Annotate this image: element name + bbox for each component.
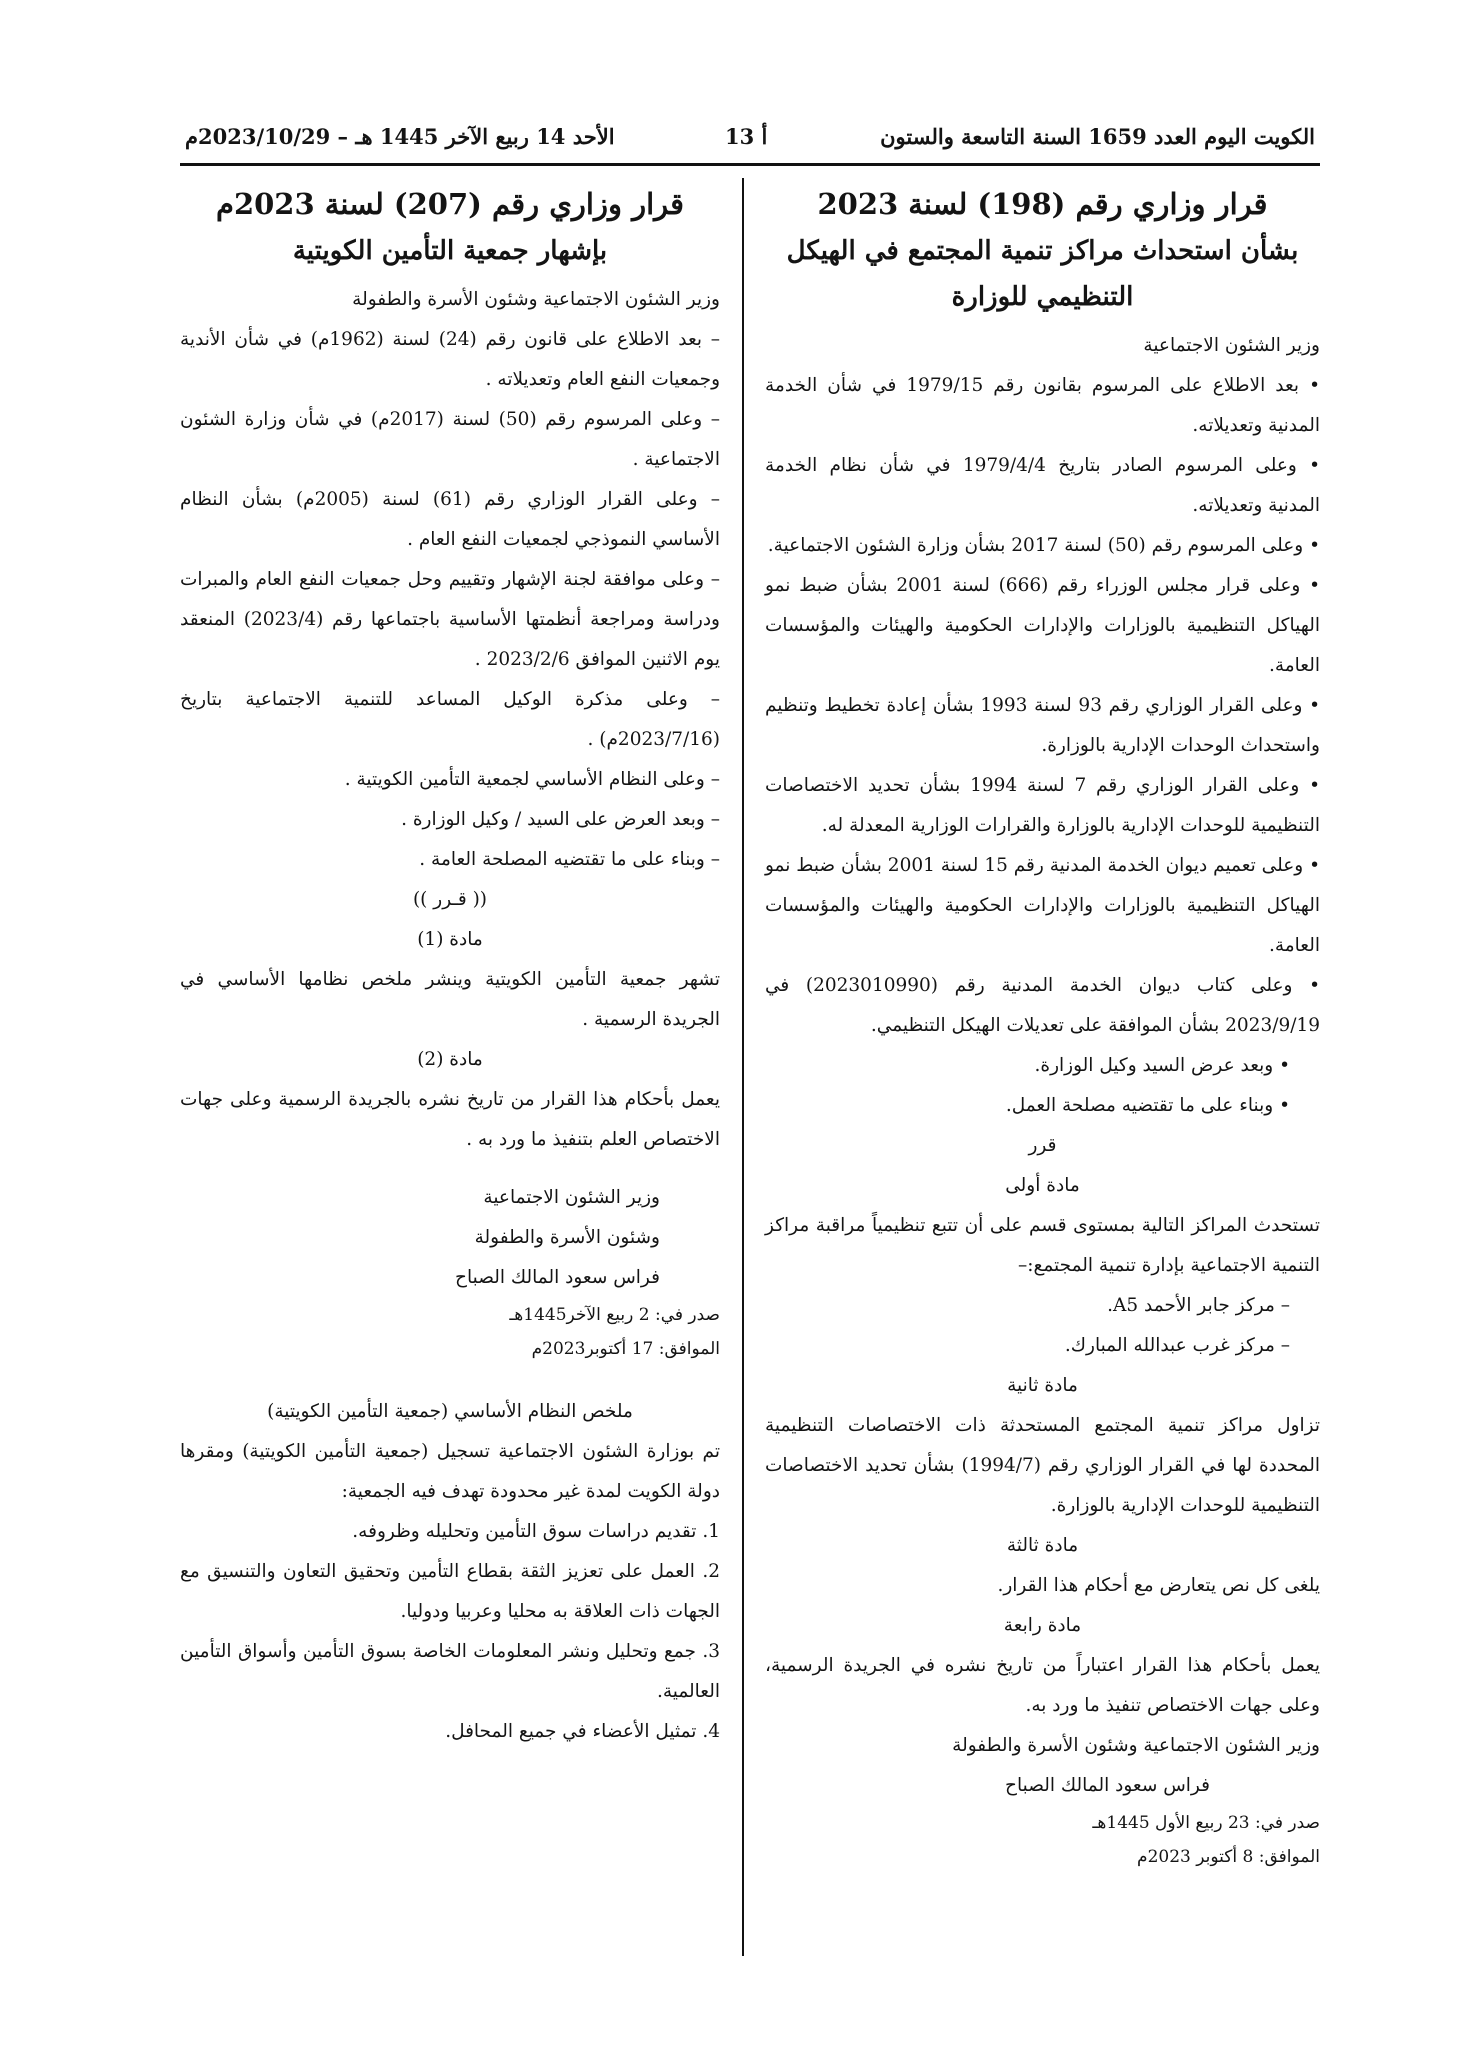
decree-207-column — [180, 180, 720, 1752]
preamble-item: • وعلى قرار مجلس الوزراء رقم (666) لسنة 2001 بشأن ضبط نمو الهياكل التنظيمية بالوزارات والإدارات الحكومية والهيئات والمؤسسات العامة. — [765, 575, 1321, 676]
summary-title: ملخص النظام الأساسي (جمعية التأمين الكويتية) — [267, 1401, 633, 1422]
preamble-item: – بعد الاطلاع على قانون رقم (24) لسنة (1962م) في شأن الأندية وجمعيات النفع العام وتعديلاته . — [180, 329, 720, 390]
page-number: أ 13 — [725, 124, 768, 149]
preamble-item: • وعلى القرار الوزاري رقم 93 لسنة 1993 بشأن إعادة تخطيط وتنظيم واستحداث الوحدات الإدارية بالوزارة. — [765, 695, 1320, 756]
preamble-item: – وعلى موافقة لجنة الإشهار وتقييم وحل جمعيات النفع العام والمبرات ودراسة ومراجعة أنظمتها الأساسية باجتماعها رقم (2023/4) المنعقد يوم الاثنين الموافق 2023/2/6 . — [180, 569, 720, 670]
article-3-title: مادة ثالثة — [1006, 1535, 1079, 1556]
article-2-title: مادة (2) — [417, 1049, 483, 1070]
page-header — [185, 120, 1315, 156]
article-2-text: تزاول مراكز تنمية المجتمع المستحدثة ذات الاختصاصات التنظيمية المحددة لها في القرار الوزاري رقم (1994/7) بشأن تحديد الاختصاصات التنظيمية للوحدات الإدارية بالوزارة. — [765, 1415, 1321, 1516]
header-rule — [180, 163, 1320, 166]
preamble-item: – وعلى مذكرة الوكيل المساعد للتنمية الاجتماعية بتاريخ (2023/7/16م) . — [180, 689, 720, 750]
article-1-text: تشهر جمعية التأمين الكويتية وينشر ملخص نظامها الأساسي في الجريدة الرسمية . — [180, 969, 720, 1030]
preamble-item: • وعلى القرار الوزاري رقم 7 لسنة 1994 بشأن تحديد الاختصاصات التنظيمية للوحدات الإدارية بالوزارة والقرارات الوزارية المعدلة له. — [765, 775, 1320, 836]
summary-intro: تم بوزارة الشئون الاجتماعية تسجيل (جمعية التأمين الكويتية) ومقرها دولة الكويت لمدة غير محدودة تهدف فيه الجمعية: — [180, 1441, 720, 1502]
minister-line: وزير الشئون الاجتماعية وشئون الأسرة والطفولة — [352, 289, 720, 310]
article-1-title: مادة أولى — [1005, 1175, 1080, 1196]
minister-line: وزير الشئون الاجتماعية — [1143, 335, 1320, 356]
decree-198-title: قرار وزاري رقم (198) لسنة 2023 — [817, 187, 1268, 221]
preamble-item: • وبعد عرض السيد وكيل الوزارة. — [1034, 1055, 1290, 1076]
decree-207-title: قرار وزاري رقم (207) لسنة 2023م — [215, 187, 685, 221]
signatory-name: فراس سعود المالك الصباح — [1005, 1775, 1210, 1796]
article-3-text: يلغى كل نص يتعارض مع أحكام هذا القرار. — [997, 1575, 1320, 1596]
preamble-item: • وعلى تعميم ديوان الخدمة المدنية رقم 15 لسنة 2001 بشأن ضبط نمو الهياكل التنظيمية بالوزارات والإدارات الحكومية والهيئات والمؤسسات العامة. — [765, 855, 1321, 956]
decree-198-column — [765, 180, 1320, 1874]
issued-date: صدر في: 23 ربيع الأول 1445هـ — [1092, 1813, 1320, 1833]
summary-item: 2. العمل على تعزيز الثقة بقطاع التأمين وتحقيق التعاون والتنسيق مع الجهات ذات العلاقة به محليا وعربيا ودوليا. — [180, 1561, 720, 1622]
corresponding-date: الموافق: 17 أكتوبر2023م — [531, 1339, 720, 1359]
column-divider — [742, 178, 744, 1956]
article-1-text: تستحدث المراكز التالية بمستوى قسم على أن تتبع تنظيمياً مراقبة مراكز التنمية الاجتماعية بإدارة تنمية المجتمع:– — [765, 1215, 1320, 1276]
preamble-item: • وبناء على ما تقتضيه مصلحة العمل. — [1005, 1095, 1290, 1116]
article-1-title: مادة (1) — [417, 929, 483, 950]
signatory-title-1: وزير الشئون الاجتماعية — [483, 1187, 660, 1208]
preamble-item: • وعلى كتاب ديوان الخدمة المدنية رقم (2023010990) في 2023/9/19 بشأن الموافقة على تعديلات الهيكل التنظيمي. — [765, 975, 1320, 1036]
preamble-item: – وعلى القرار الوزاري رقم (61) لسنة (2005م) بشأن النظام الأساسي النموذجي لجمعيات النفع العام . — [180, 489, 721, 550]
preamble-item: • وعلى المرسوم رقم (50) لسنة 2017 بشأن وزارة الشئون الاجتماعية. — [767, 535, 1320, 556]
article-1-item: – مركز غرب عبدالله المبارك. — [1064, 1335, 1290, 1356]
preamble-item: – وعلى النظام الأساسي لجمعية التأمين الكويتية . — [344, 769, 720, 790]
issue-info: الكويت اليوم العدد 1659 السنة التاسعة والستون — [880, 124, 1315, 149]
preamble-item: • وعلى المرسوم الصادر بتاريخ 1979/4/4 في شأن نظام الخدمة المدنية وتعديلاته. — [765, 455, 1321, 516]
decree-207-subtitle: بإشهار جمعية التأمين الكويتية — [292, 236, 608, 266]
corresponding-date: الموافق: 8 أكتوبر 2023م — [1137, 1847, 1320, 1867]
article-2-title: مادة ثانية — [1007, 1375, 1078, 1396]
summary-item: 1. تقديم دراسات سوق التأمين وتحليله وظروفه. — [352, 1521, 720, 1542]
summary-item: 3. جمع وتحليل ونشر المعلومات الخاصة بسوق التأمين وأسواق التأمين العالمية. — [180, 1641, 720, 1702]
article-4-title: مادة رابعة — [1003, 1615, 1082, 1636]
article-1-item: – مركز جابر الأحمد A5. — [1107, 1295, 1290, 1316]
decided-label: (( قـرر )) — [412, 889, 488, 910]
decree-198-subtitle: بشأن استحداث مراكز تنمية المجتمع في الهيكل التنظيمي للوزارة — [786, 236, 1299, 312]
preamble-item: – وعلى المرسوم رقم (50) لسنة (2017م) في شأن وزارة الشئون الاجتماعية . — [180, 409, 720, 470]
preamble-item: – وبناء على ما تقتضيه المصلحة العامة . — [419, 849, 720, 870]
signatory-title-2: وشئون الأسرة والطفولة — [474, 1227, 660, 1248]
decided-label: قرر — [1028, 1135, 1057, 1156]
signatory-name: فراس سعود المالك الصباح — [455, 1267, 660, 1288]
preamble-item: • بعد الاطلاع على المرسوم بقانون رقم 1979/15 في شأن الخدمة المدنية وتعديلاته. — [765, 375, 1321, 436]
article-4-text: يعمل بأحكام هذا القرار اعتباراً من تاريخ نشره في الجريدة الرسمية، وعلى جهات الاختصاص تنفيذ ما ورد به. — [765, 1655, 1320, 1716]
summary-item: 4. تمثيل الأعضاء في جميع المحافل. — [445, 1721, 720, 1742]
issued-date: صدر في: 2 ربيع الآخر1445هـ — [509, 1305, 720, 1325]
article-2-text: يعمل بأحكام هذا القرار من تاريخ نشره بالجريدة الرسمية وعلى جهات الاختصاص العلم بتنفيذ ما ورد به . — [180, 1089, 720, 1150]
signatory-title: وزير الشئون الاجتماعية وشئون الأسرة والطفولة — [952, 1735, 1320, 1756]
issue-date: الأحد 14 ربيع الآخر 1445 هـ – 2023/10/29م — [185, 124, 615, 149]
preamble-item: – وبعد العرض على السيد / وكيل الوزارة . — [401, 809, 720, 830]
